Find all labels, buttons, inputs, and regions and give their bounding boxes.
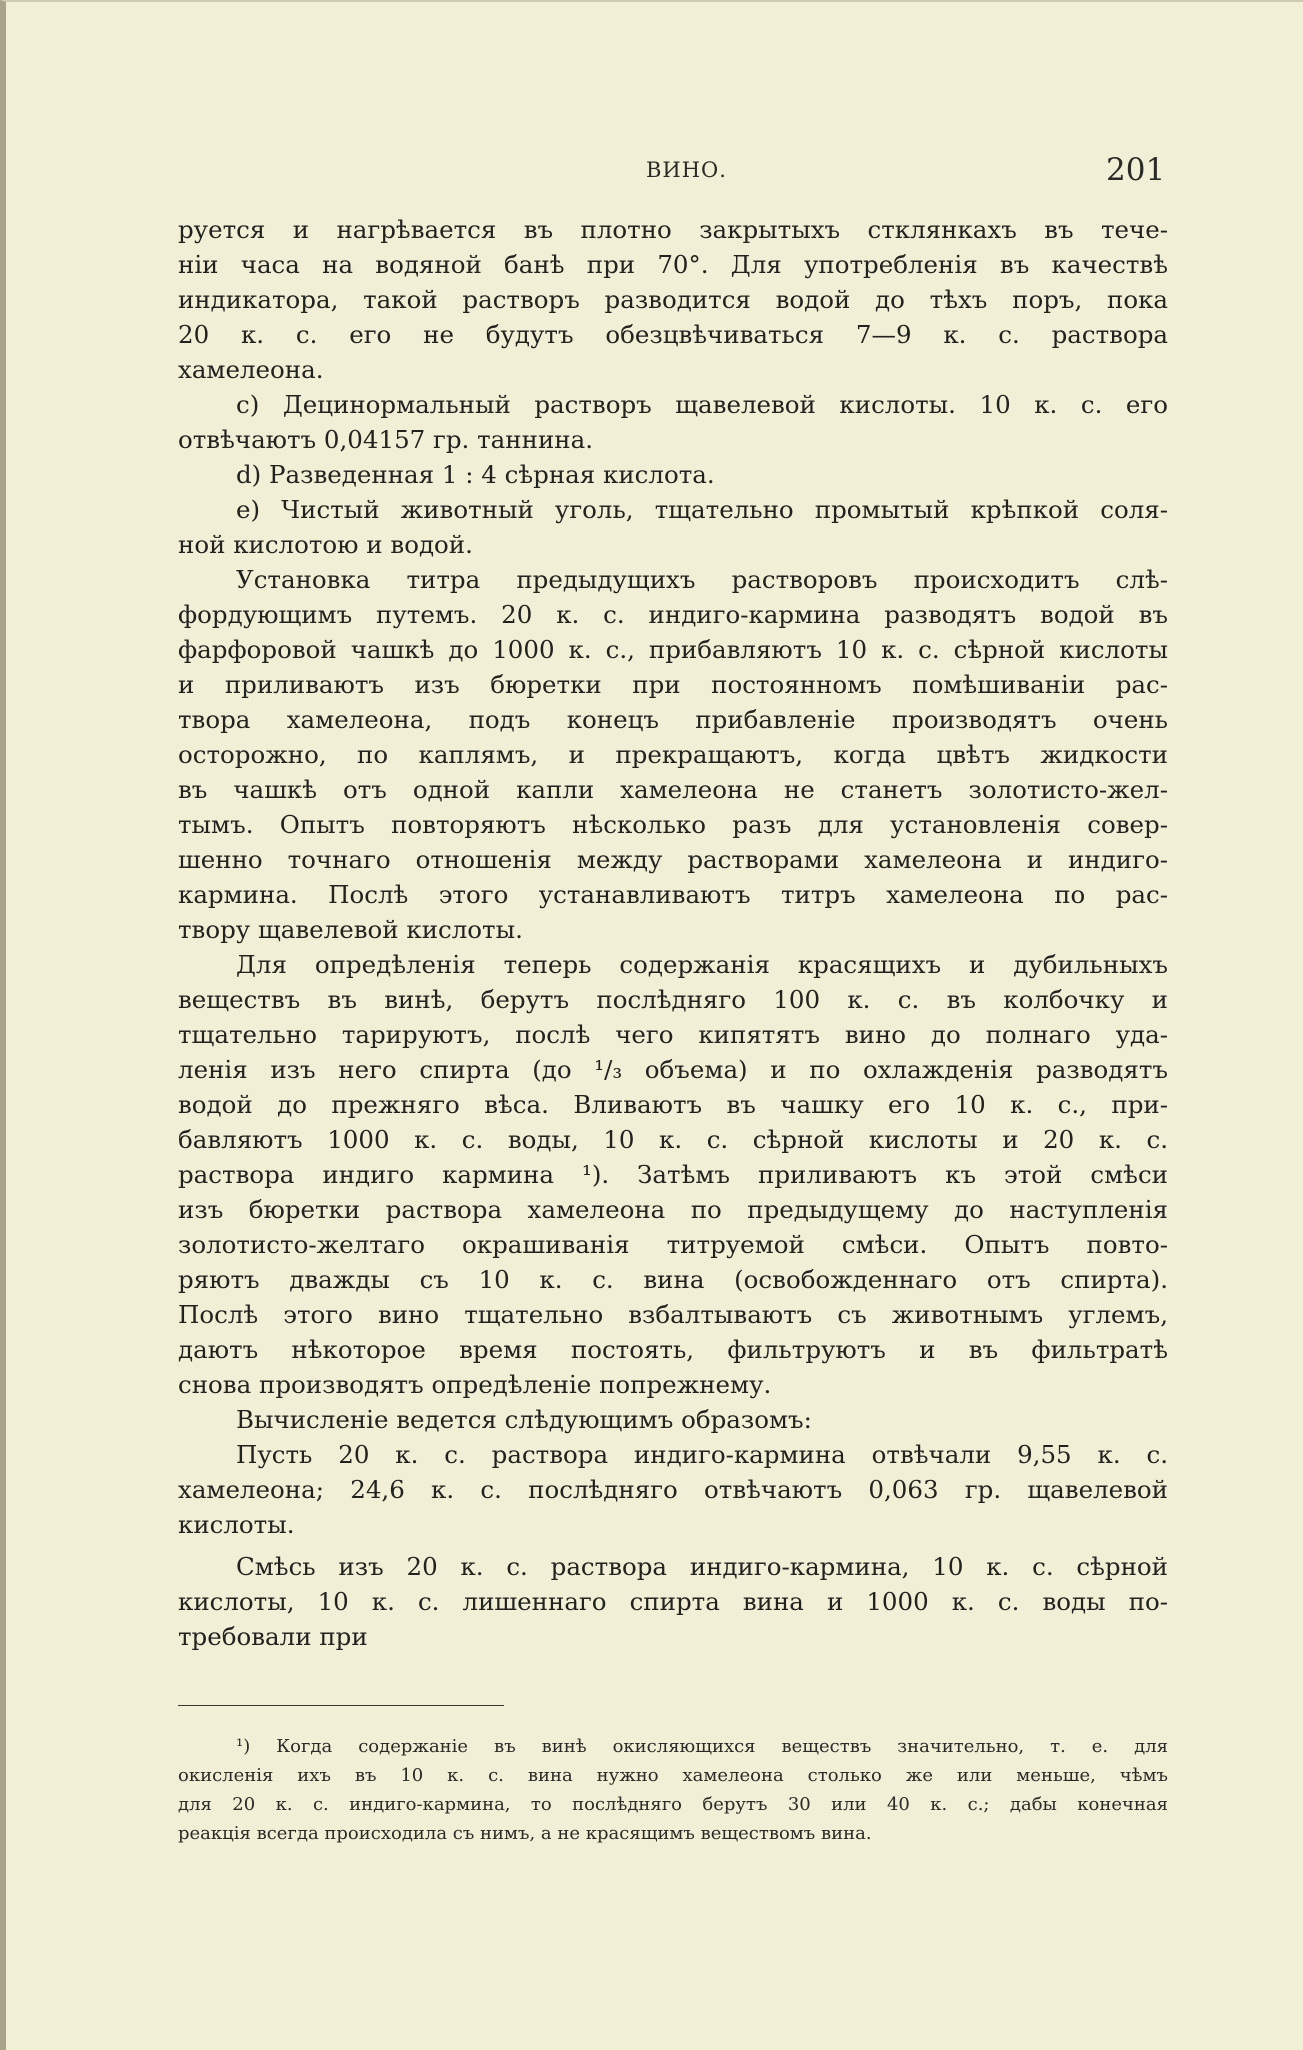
footnote-line: окисленія ихъ въ 10 к. с. вина нужно хамелеона столько же или меньше, чѣмъ — [178, 1765, 1168, 1786]
text-line: изъ бюретки раствора хамелеона по предыдущему до наступленія — [178, 1195, 1168, 1224]
running-head — [6, 152, 1303, 192]
text-line: хамелеона. — [178, 355, 324, 384]
text-line: ніи часа на водяной банѣ при 70°. Для употребленія въ качествѣ — [178, 250, 1168, 279]
text-line: фордующимъ путемъ. 20 к. с. индиго-кармина разводятъ водой въ — [178, 600, 1168, 629]
text-line: даютъ нѣкоторое время постоять, фильтруютъ и въ фильтратѣ — [178, 1335, 1168, 1364]
text-line: Установка титра предыдущихъ растворовъ происходитъ слѣ- — [236, 565, 1168, 594]
text-line: бавляютъ 1000 к. с. воды, 10 к. с. сѣрной кислоты и 20 к. с. — [178, 1125, 1168, 1154]
text-line: индикатора, такой растворъ разводится водой до тѣхъ поръ, пока — [178, 285, 1168, 314]
text-line: шенно точнаго отношенія между растворами хамелеона и индиго- — [178, 845, 1168, 874]
footnote-rule — [178, 1705, 504, 1706]
text-line: фарфоровой чашкѣ до 1000 к. с., прибавляютъ 10 к. с. сѣрной кислоты — [178, 635, 1168, 664]
text-line: ной кислотою и водой. — [178, 530, 473, 559]
footnote-line: для 20 к. с. индиго-кармина, то послѣдняго берутъ 30 или 40 к. с.; дабы конечная — [178, 1794, 1168, 1815]
text-line: кармина. Послѣ этого устанавливаютъ титръ хамелеона по рас- — [178, 880, 1168, 909]
text-line: отвѣчаютъ 0,04157 гр. таннина. — [178, 425, 594, 454]
text-line: тымъ. Опытъ повторяютъ нѣсколько разъ для установленія совер- — [178, 810, 1168, 839]
text-line: ленія изъ него спирта (до ¹/₃ объема) и по охлажденія разводятъ — [178, 1055, 1168, 1084]
text-line: Пусть 20 к. с. раствора индиго-кармина отвѣчали 9,55 к. с. — [236, 1440, 1168, 1469]
text-line: руется и нагрѣвается въ плотно закрытыхъ стклянкахъ въ тече- — [178, 215, 1168, 244]
text-line: Смѣсь изъ 20 к. с. раствора индиго-кармина, 10 к. с. сѣрной — [236, 1552, 1168, 1581]
text-line: e) Чистый животный уголь, тщательно промытый крѣпкой соля- — [236, 495, 1168, 524]
text-line: Послѣ этого вино тщательно взбалтываютъ съ животнымъ углемъ, — [178, 1300, 1168, 1329]
text-line: раствора индиго кармина ¹). Затѣмъ приливаютъ къ этой смѣси — [178, 1160, 1168, 1189]
text-line: кислоты. — [178, 1510, 295, 1539]
text-line: ряютъ дважды съ 10 к. с. вина (освобожденнаго отъ спирта). — [178, 1265, 1168, 1294]
running-title: ВИНО. — [646, 158, 727, 182]
footnote-line: реакція всегда происходила съ нимъ, а не красящимъ веществомъ вина. — [178, 1823, 872, 1844]
text-line: Вычисленіе ведется слѣдующимъ образомъ: — [236, 1405, 812, 1434]
footnotes — [178, 1732, 1168, 1848]
text-line: осторожно, по каплямъ, и прекращаютъ, когда цвѣтъ жидкости — [178, 740, 1168, 769]
text-line: въ чашкѣ отъ одной капли хамелеона не станетъ золотисто-жел- — [178, 775, 1168, 804]
text-line: хамелеона; 24,6 к. с. послѣдняго отвѣчаютъ 0,063 гр. щавелевой — [178, 1475, 1168, 1504]
text-line: d) Разведенная 1 : 4 сѣрная кислота. — [236, 460, 715, 489]
text-line: твора хамелеона, подъ конецъ прибавленіе производятъ очень — [178, 705, 1168, 734]
text-line: Для опредѣленія теперь содержанія красящихъ и дубильныхъ — [236, 950, 1168, 979]
page-number: 201 — [1106, 152, 1166, 188]
text-line: веществъ въ винѣ, берутъ послѣдняго 100 к. с. въ колбочку и — [178, 985, 1168, 1014]
paragraph-gap — [178, 1542, 1168, 1549]
text-line: кислоты, 10 к. с. лишеннаго спирта вина и 1000 к. с. воды по- — [178, 1587, 1168, 1616]
footnote-line: ¹) Когда содержаніе въ винѣ окисляющихся веществъ значительно, т. е. для — [236, 1736, 1168, 1757]
text-line: золотисто-желтаго окрашиванія титруемой смѣси. Опытъ повто- — [178, 1230, 1168, 1259]
text-line: и приливаютъ изъ бюретки при постоянномъ помѣшиваніи рас- — [178, 670, 1168, 699]
text-line: c) Децинормальный растворъ щавелевой кислоты. 10 к. с. его — [236, 390, 1168, 419]
text-line: твору щавелевой кислоты. — [178, 915, 523, 944]
text-line: снова производятъ опредѣленіе попрежнему. — [178, 1370, 772, 1399]
text-line: требовали при — [178, 1622, 368, 1651]
body-text — [178, 212, 1168, 1654]
text-line: водой до прежняго вѣса. Вливаютъ въ чашку его 10 к. с., при- — [178, 1090, 1168, 1119]
text-line: тщательно тарируютъ, послѣ чего кипятятъ вино до полнаго уда- — [178, 1020, 1168, 1049]
text-line: 20 к. с. его не будутъ обезцвѣчиваться 7—9 к. с. раствора — [178, 320, 1168, 349]
